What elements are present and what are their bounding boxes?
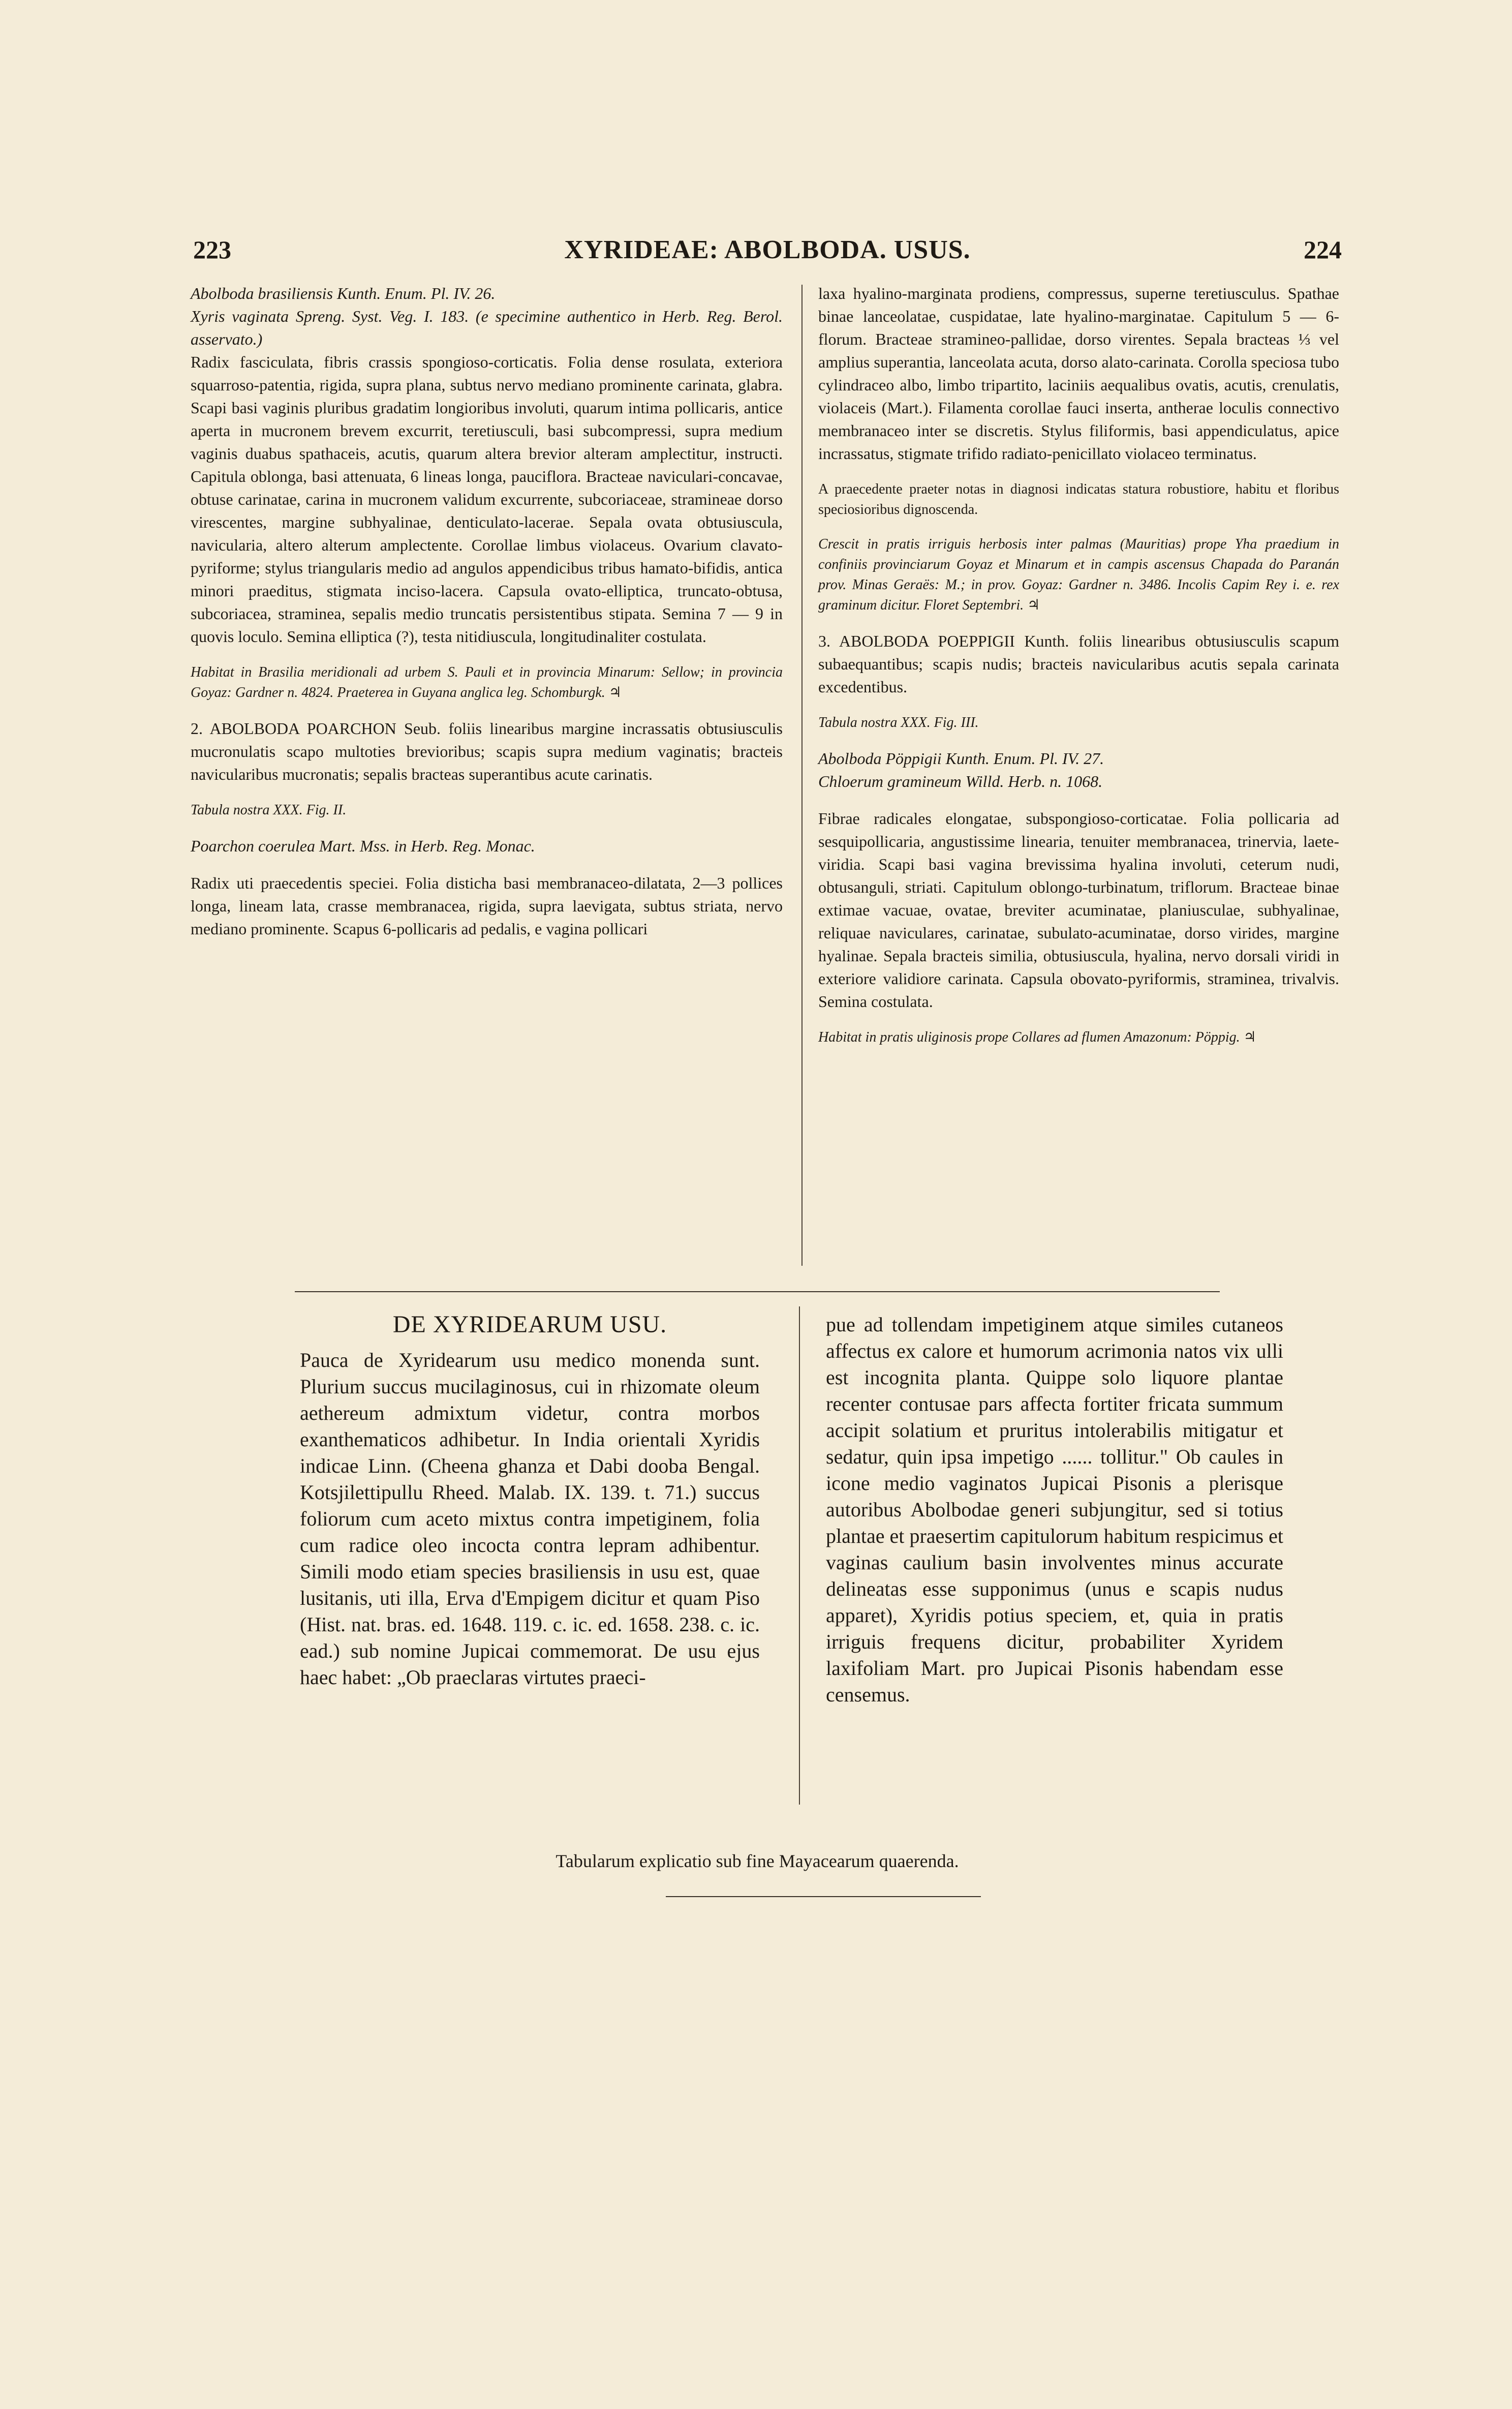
- paragraph: 2. ABOLBODA POARCHON Seub. foliis linearibus margine incrassatis obtusiusculis mucronulatis scapo multoties brevioribus; scapis supra medium vaginatis; bracteis navicularibus mucronatis; sepalis bracteas superantibus acute carinatis.: [191, 719, 783, 783]
- paragraph-gap: [191, 820, 783, 835]
- usus-right-column: [826, 1312, 1283, 1708]
- usus-left-text: Pauca de Xyridearum usu medico monenda sunt. Plurium succus mucilaginosus, cui in rhizomate oleum aethereum admixtum videtur, contra morbos exanthematicos adhibetur. In India orientali Xyridis indicae Linn. (Cheena ghanza et Dabi dooba Bengal. Kotsjilettipullu Rheed. Malab. IX. 139. t. 71.) succus foliorum cum aceto mixtus contra impetiginem, folia cum radice oleo incocta contra lepram adhibentur. Simili modo etiam species brasiliensis in usu est, quae lusitanis, uti illa, Erva d'Empigem dicitur et quam Piso (Hist. nat. bras. ed. 1648. 119. c. ic. ed. 1658. 238. c. ic. ead.) sub nomine Jupicai commemorat. De usu ejus haec habet: „Ob praeclaras virtutes praeci-: [300, 1349, 760, 1689]
- footer-note: Tabularum explicatio sub fine Mayacearum quaerenda.: [556, 1851, 959, 1871]
- paragraph-gap: [191, 703, 783, 717]
- paragraph-gap: [818, 793, 1339, 807]
- paragraph-gap: [818, 616, 1339, 630]
- running-header: [193, 235, 1342, 270]
- paragraph-gap: [191, 858, 783, 872]
- column-divider: [801, 285, 803, 1266]
- paragraph-gap: [191, 648, 783, 662]
- paragraph: Crescit in pratis irriguis herbosis inter palmas (Mauritias) prope Yha praedium in confiniis provinciarum Goyaz et Minarum et in campis ascensus Chapada do Paranán prov. Minas Geraës: M.; in prov. Goyaz: Gardner n. 3486. Incolis Capim Rey i. e. rex graminum dicitur. Floret Septembri. ♃: [818, 536, 1339, 613]
- paragraph-gap: [818, 520, 1339, 534]
- paragraph: Abolboda brasiliensis Kunth. Enum. Pl. IV. 26.: [191, 284, 496, 302]
- footer-rule: [666, 1896, 981, 1897]
- paragraph: Abolboda Pöppigii Kunth. Enum. Pl. IV. 27.: [818, 749, 1104, 768]
- right-column: [818, 282, 1339, 1048]
- running-title: XYRIDEAE: ABOLBODA. USUS.: [564, 235, 971, 264]
- left-column: [191, 282, 783, 940]
- paragraph: laxa hyalino-marginata prodiens, compressus, superne teretiusculus. Spathae binae lanceolatae, cuspidatae, late hyalino-marginatae. Capitulum 5 — 6-florum. Bracteae stramineo-pallidae, dorso virentes. Sepala bracteas ⅓ vel amplius superantia, lanceolata acuta, dorso alato-carinata. Corolla speciosa tubo cylindraceo albo, limbo tripartito, laciniis aequalibus ovatis, acutis, crenulatis, violaceis (Mart.). Filamenta corollae fauci inserta, antherae loculis connectivo membranaceo inter se discretis. Stylus filiformis, basi appendiculatus, apice incrassatus, stigmate trifido radiato-penicillato violaceo terminatus.: [818, 284, 1339, 463]
- paragraph: Habitat in pratis uliginosis prope Collares ad flumen Amazonum: Pöppig. ♃: [818, 1029, 1256, 1045]
- section-divider: [295, 1291, 1220, 1292]
- paragraph: Tabula nostra XXX. Fig. III.: [818, 715, 979, 730]
- paragraph: Habitat in Brasilia meridionali ad urbem S. Pauli et in provincia Minarum: Sellow; in provincia Goyaz: Gardner n. 4824. Praeterea in Guyana anglica leg. Schomburgk. ♃: [191, 664, 783, 700]
- paragraph: Fibrae radicales elongatae, subspongioso-corticatae. Folia pollicaria ad sesquipollicaria, angustissime linearia, tenuiter membranacea, trinervia, laete-viridia. Scapi basi vagina brevissima hyalina involuti, ceterum nudi, obtusanguli, striati. Capitulum oblongo-turbinatum, triflorum. Bracteae binae extimae vacuae, ovatae, breviter acuminatae, planiusculae, subhyalinae, reliquae naviculares, carinatae, subulato-acuminatae, dorso virides, margine hyalinae. Sepala bracteis similia, obtusiuscula, hyalina, nervo dorsali viridi in exteriore validiore carinata. Capsula obovato-pyriformis, straminea, trivalvis. Semina costulata.: [818, 809, 1339, 1011]
- usus-column-divider: [799, 1306, 800, 1805]
- right-page-number: 224: [1304, 235, 1342, 264]
- usus-left-column: [300, 1312, 760, 1691]
- paragraph: 3. ABOLBODA POEPPIGII Kunth. foliis linearibus obtusiusculis scapum subaequantibus; scapis nudis; bracteis navicularibus acutis sepala carinata excedentibus.: [818, 632, 1339, 696]
- paragraph: Chloerum gramineum Willd. Herb. n. 1068.: [818, 772, 1103, 790]
- paragraph: A praecedente praeter notas in diagnosi indicatas statura robustiore, habitu et floribus speciosioribus dignoscenda.: [818, 481, 1339, 517]
- usus-title: DE XYRIDEARUM USU.: [392, 1311, 667, 1338]
- paragraph: Tabula nostra XXX. Fig. II.: [191, 802, 347, 818]
- usus-right-text: pue ad tollendam impetiginem atque similes cutaneos affectus ex calore et humorum acrimonia natos vix ulli est incognita planta. Quippe solo liquore plantae recenter contusae pars affecta fortiter fricata summum accipit solatium et pruritus intolerabilis mitigatur et sedatur, quin ipsa impetigo ...... tollitur." Ob caules in icone medio vaginatos Jupicai Pisonis a plerisque autoribus Abolbodae generi subjungitur, sed si totius plantae et praesertim capitulorum habitum respicimus et vaginas caulium basin involventes minus accurate delineatas esse supponimus (unus e scapis nudus apparet), Xyridis potius speciem, et, quia in pratis irriguis frequens dicitur, probabiliter Xyridem laxifoliam Mart. pro Jupicai Pisonis habendam esse censemus.: [826, 1313, 1283, 1706]
- paragraph-gap: [818, 733, 1339, 747]
- paragraph: Radix fasciculata, fibris crassis spongioso-corticatis. Folia dense rosulata, exteriora squarroso-patentia, rigida, supra plana, subtus nervo mediano prominente carinata, glabra. Scapi basi vaginis pluribus gradatim longioribus involuti, quarum intima pollicaris, antice aperta in mucronem brevem excurrit, teretiusculi, basi subcompressi, supra medium vaginis duabus spathaceis, acutis, quarum altera brevior alteram amplectitur, instructi. Capitula oblonga, basi attenuata, 6 lineas longa, pauciflora. Bracteae naviculari-concavae, obtuse carinatae, carina in mucronem validum excurrente, subcoriaceae, stramineae dorso virescentes, margine subhyalinae, denticulato-lacerae. Sepala ovata obtusiuscula, navicularia, altero alterum amplectente. Corollae limbus violaceus. Ovarium clavato-pyriforme; stylus triangularis medio ad angulos appendicibus tribus hamato-bifidis, antica minori praeditus, stigmata inciso-lacera. Capsula ovato-elliptica, truncato-obtusa, subcoriacea, straminea, sepalis medio truncatis persistentibus stipata. Semina 7 — 9 in quovis loculo. Semina elliptica (?), testa nitidiuscula, longitudinaliter costulata.: [191, 353, 783, 646]
- paragraph-gap: [191, 786, 783, 800]
- paragraph: Poarchon coerulea Mart. Mss. in Herb. Reg. Monac.: [191, 837, 535, 855]
- paragraph: Radix uti praecedentis speciei. Folia disticha basi membranaceo-dilatata, 2—3 pollices longa, lineam lata, crasse membranacea, rigida, supra laevigata, subtus striata, nervo mediano prominente. Scapus 6-pollicaris ad pedalis, e vagina pollicari: [191, 874, 783, 938]
- paragraph-gap: [818, 465, 1339, 479]
- paragraph-gap: [818, 698, 1339, 713]
- paragraph-gap: [818, 1013, 1339, 1027]
- left-page-number: 223: [193, 235, 231, 264]
- paragraph: Xyris vaginata Spreng. Syst. Veg. I. 183. (e specimine authentico in Herb. Reg. Berol. asservato.): [191, 307, 783, 348]
